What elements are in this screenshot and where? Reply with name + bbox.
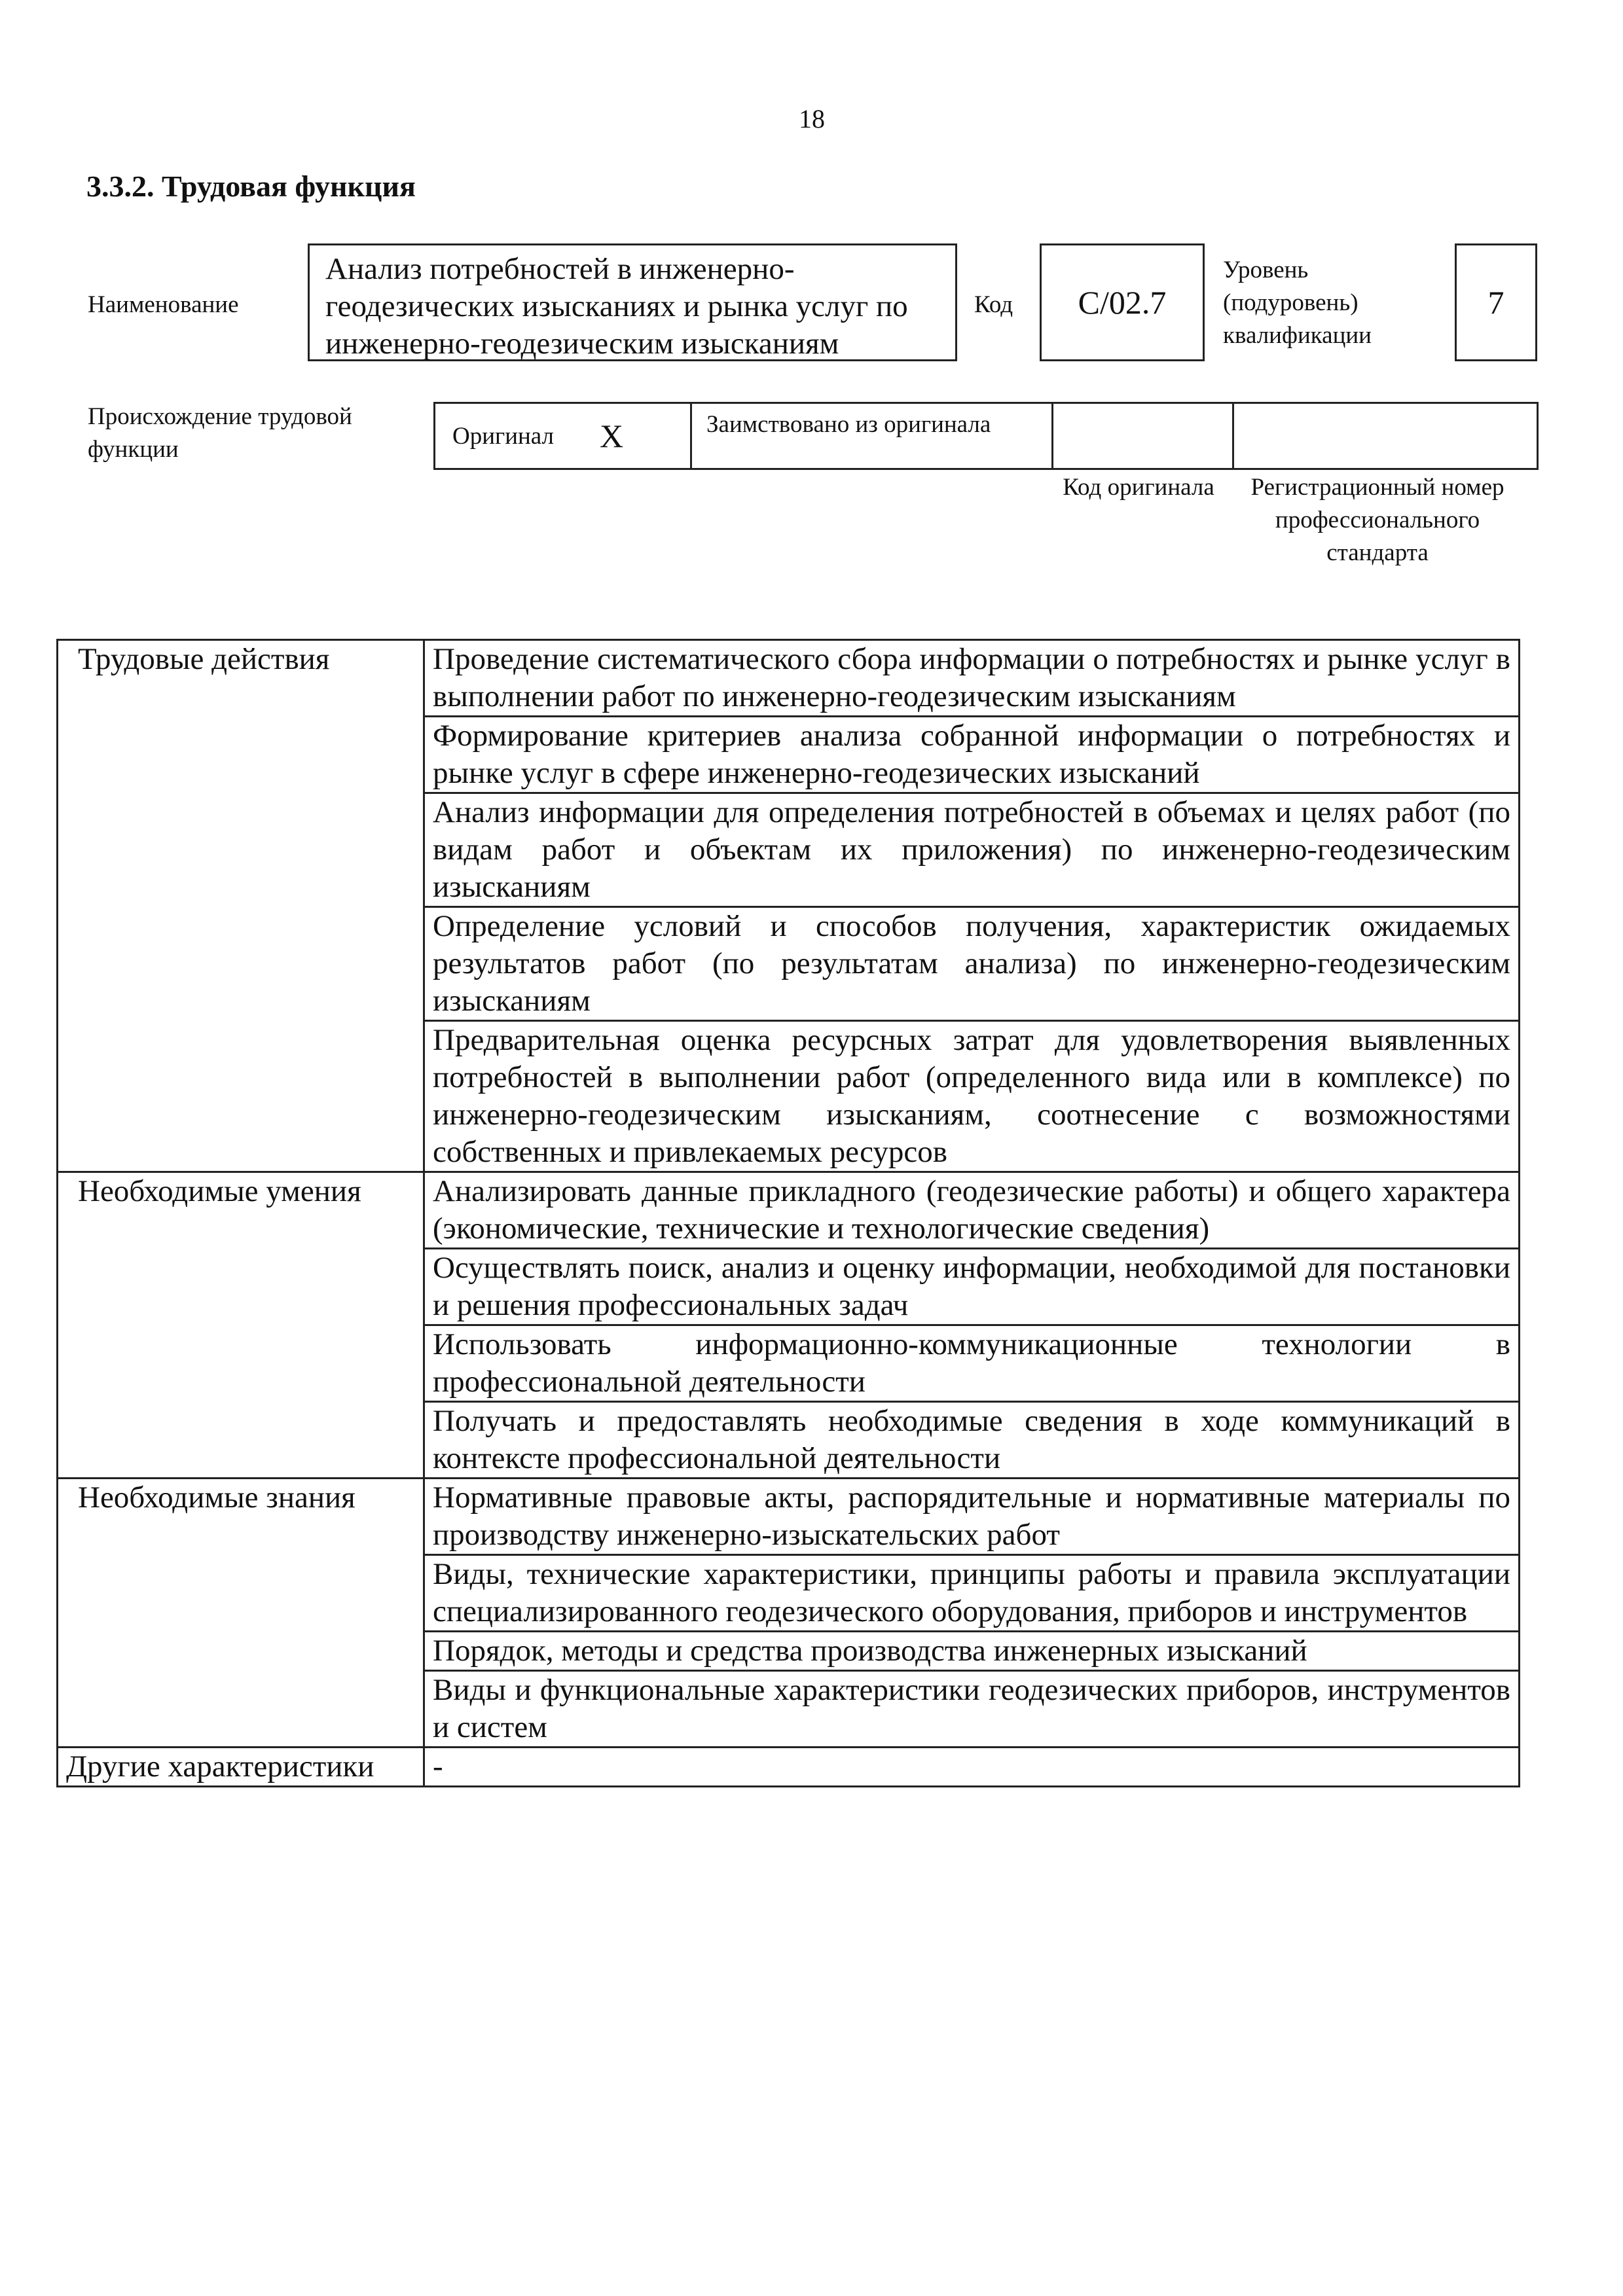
skill-item: Анализировать данные прикладного (геодезические работы) и общего характера (экономические, технические и технологические сведения) — [424, 1172, 1520, 1249]
category-labor-actions: Трудовые действия — [58, 640, 424, 1172]
origin-original-label: Оригинал — [452, 422, 555, 450]
qualification-level-value: 7 — [1455, 243, 1537, 361]
knowledge-item: Виды, технические характеристики, принципы работы и правила эксплуатации специализированного геодезического оборудования, приборов и инструментов — [424, 1555, 1520, 1632]
knowledge-item: Порядок, методы и средства производства инженерных изысканий — [424, 1632, 1520, 1671]
labor-action-item: Предварительная оценка ресурсных затрат для удовлетворения выявленных потребностей в выполнении работ (определенного вида или в комплексе) по инженерно-геодезическим изысканиям, соотнесение с возможностями собственных и привлекаемых ресурсов — [424, 1021, 1520, 1172]
labor-action-item: Анализ информации для определения потребностей в объемах и целях работ (по видам работ и объектам их приложения) по инженерно-геодезическим изысканиям — [424, 793, 1520, 907]
registration-number-caption: Регистрационный номер профессионального стандарта — [1250, 474, 1504, 566]
original-code-caption: Код оригинала — [1063, 474, 1214, 501]
labor-action-item: Проведение систематического сбора информации о потребностях и рынке услуг в выполнении работ по инженерно-геодезическим изысканиям — [424, 640, 1520, 717]
origin-row — [433, 402, 1539, 470]
origin-original-cell — [435, 404, 692, 468]
labor-action-item: Формирование критериев анализа собранной информации о потребностях и рынке услуг в сфере инженерно-геодезических изысканий — [424, 717, 1520, 793]
page-number: 18 — [799, 104, 825, 134]
registration-number-cell — [1234, 404, 1537, 468]
table-row — [58, 1479, 1520, 1555]
qualification-level-label: Уровень (подуровень) квалификации — [1223, 257, 1372, 349]
knowledge-item: Виды и функциональные характеристики геодезических приборов, инструментов и систем — [424, 1671, 1520, 1748]
skill-item: Осуществлять поиск, анализ и оценку информации, необходимой для постановки и решения профессиональных задач — [424, 1249, 1520, 1325]
original-code-cell — [1053, 404, 1234, 468]
name-label: Наименование — [88, 291, 239, 318]
table-row — [58, 1748, 1520, 1787]
table-row — [58, 640, 1520, 717]
function-name-value: Анализ потребностей в инженерно-геодезических изысканиях и рынка услуг по инженерно-геодезическим изысканиям — [308, 243, 957, 361]
category-skills: Необходимые умения — [58, 1172, 424, 1479]
code-label: Код — [974, 291, 1013, 318]
labor-action-item: Определение условий и способов получения, характеристик ожидаемых результатов работ (по результатам анализа) по инженерно-геодезическим изысканиям — [424, 907, 1520, 1021]
skill-item: Получать и предоставлять необходимые сведения в ходе коммуникаций в контексте профессиональной деятельности — [424, 1402, 1520, 1479]
knowledge-item: Нормативные правовые акты, распорядительные и нормативные материалы по производству инженерно-изыскательских работ — [424, 1479, 1520, 1555]
skill-item: Использовать информационно-коммуникационные технологии в профессиональной деятельности — [424, 1325, 1520, 1402]
other-characteristics-value: - — [424, 1748, 1520, 1787]
origin-original-mark: X — [600, 418, 624, 454]
code-value: С/02.7 — [1040, 243, 1205, 361]
labor-function-table — [56, 639, 1520, 1787]
category-knowledge: Необходимые знания — [58, 1479, 424, 1748]
category-other: Другие характеристики — [58, 1748, 424, 1787]
section-title: 3.3.2. Трудовая функция — [86, 170, 416, 203]
table-row — [58, 1172, 1520, 1249]
origin-borrowed-cell: Заимствовано из оригинала — [692, 404, 1053, 468]
origin-label: Происхождение трудовой функции — [88, 403, 352, 463]
